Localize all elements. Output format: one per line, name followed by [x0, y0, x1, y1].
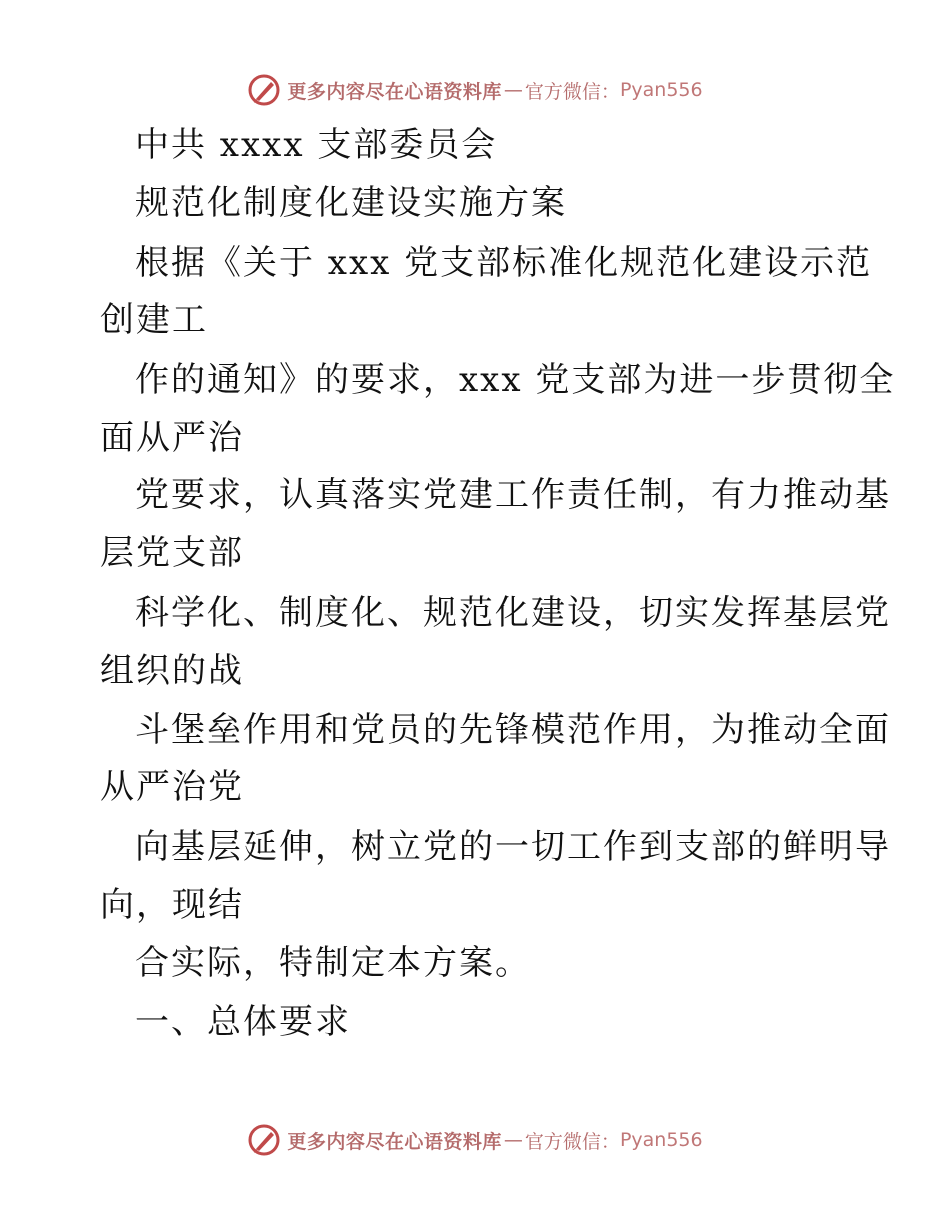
paragraph-line: 面从严治 — [100, 418, 244, 458]
watermark-wechat-id: Pyan556 — [619, 79, 703, 101]
watermark-footer — [0, 1120, 950, 1160]
paragraph-line: 从严治党 — [100, 767, 244, 807]
watermark-wechat-label: 官方微信： — [524, 1130, 620, 1153]
paragraph-line: 层党支部 — [100, 533, 244, 573]
watermark-separator: — — [503, 1129, 523, 1151]
pen-logo-icon — [247, 73, 281, 107]
paragraph-line: 创建工 — [100, 300, 208, 340]
paragraph-line: 科学化、制度化、规范化建设，切实发挥基层党 — [135, 593, 891, 633]
watermark-separator: — — [503, 79, 523, 101]
watermark-main-text: 更多内容尽在心语资料库 — [287, 80, 502, 103]
paragraph-line: 向，现结 — [100, 885, 244, 925]
paragraph-line: 向基层延伸，树立党的一切工作到支部的鲜明导 — [135, 827, 891, 867]
document-title-line-2: 规范化制度化建设实施方案 — [135, 183, 567, 223]
paragraph-line: 合实际，特制定本方案。 — [135, 943, 531, 983]
paragraph-line: 党要求，认真落实党建工作责任制，有力推动基 — [135, 475, 891, 515]
document-title-line-1: 中共 xxxx 支部委员会 — [135, 125, 498, 165]
paragraph-line: 作的通知》的要求，xxx 党支部为进一步贯彻全 — [135, 360, 896, 400]
paragraph-line: 组织的战 — [100, 651, 244, 691]
paragraph-line: 根据《关于 xxx 党支部标准化规范化建设示范 — [135, 243, 873, 283]
watermark-main-text: 更多内容尽在心语资料库 — [287, 1130, 502, 1153]
watermark-header — [0, 70, 950, 110]
watermark-wechat-label: 官方微信： — [524, 80, 620, 103]
section-heading: 一、总体要求 — [135, 1002, 351, 1042]
paragraph-line: 斗堡垒作用和党员的先锋模范作用，为推动全面 — [135, 710, 891, 750]
watermark-wechat-id: Pyan556 — [619, 1129, 703, 1151]
pen-logo-icon — [247, 1123, 281, 1157]
